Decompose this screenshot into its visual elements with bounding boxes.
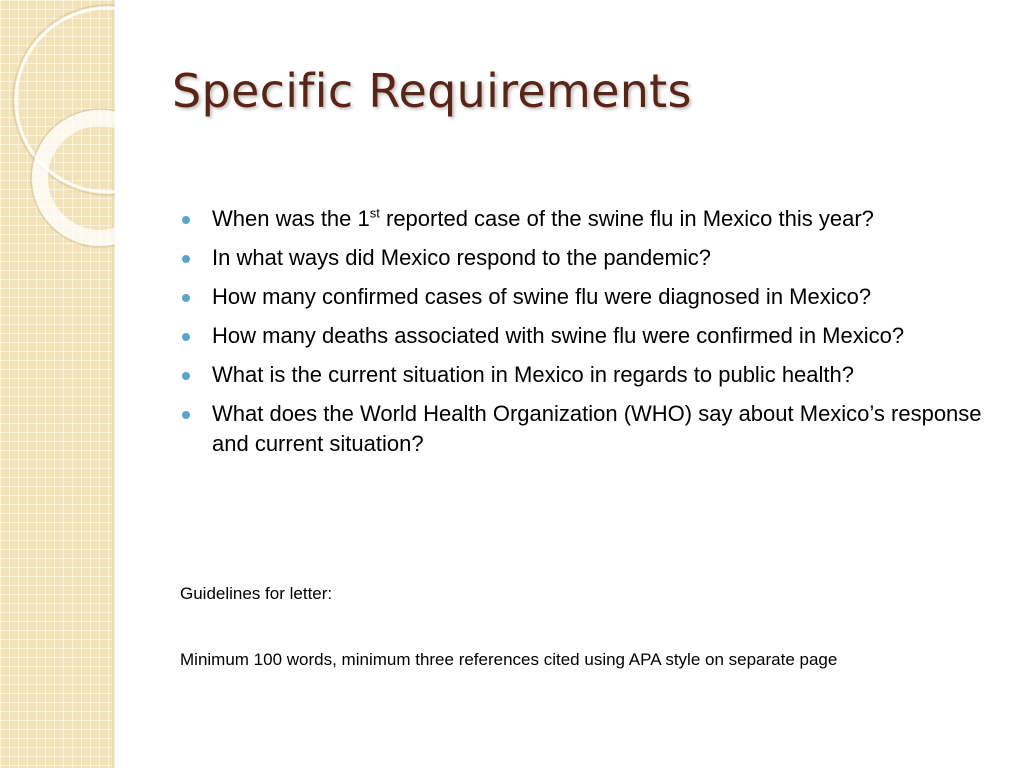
guidelines-label: Guidelines for letter:	[180, 584, 333, 603]
list-item	[180, 399, 1000, 459]
decorative-circles	[0, 0, 115, 260]
superscript-ordinal: st	[369, 205, 380, 221]
list-item-text: In what ways did Mexico respond to the pandemic?	[212, 245, 711, 270]
list-item	[180, 243, 1000, 273]
list-item	[180, 282, 1000, 312]
bullet-icon	[182, 372, 190, 380]
list-item	[180, 204, 1000, 234]
large-ring-shadow	[13, 5, 115, 195]
list-item	[180, 360, 1000, 390]
bullet-icon	[182, 333, 190, 341]
list-item-text-end: reported case of the swine flu in Mexico this year?	[379, 206, 874, 231]
large-ring	[16, 8, 115, 192]
list-item-text-start: When was the 1	[212, 206, 370, 231]
small-ring	[40, 118, 115, 238]
bullet-icon	[182, 216, 190, 224]
slide-title: Specific Requirements	[172, 64, 692, 118]
bullet-icon	[182, 411, 190, 419]
bullet-icon	[182, 294, 190, 302]
list-item-text: What is the current situation in Mexico in regards to public health?	[212, 362, 854, 387]
bullet-icon	[182, 255, 190, 263]
list-item	[180, 321, 1000, 351]
list-item-text: How many deaths associated with swine flu were confirmed in Mexico?	[212, 323, 905, 348]
list-item-text: What does the World Health Organization (WHO) say about Mexico’s response and current situation?	[212, 401, 982, 456]
requirements-list	[180, 204, 1000, 468]
minimum-requirements-note: Minimum 100 words, minimum three references cited using APA style on separate page	[180, 650, 838, 669]
list-item-text: How many confirmed cases of swine flu were diagnosed in Mexico?	[212, 284, 872, 309]
